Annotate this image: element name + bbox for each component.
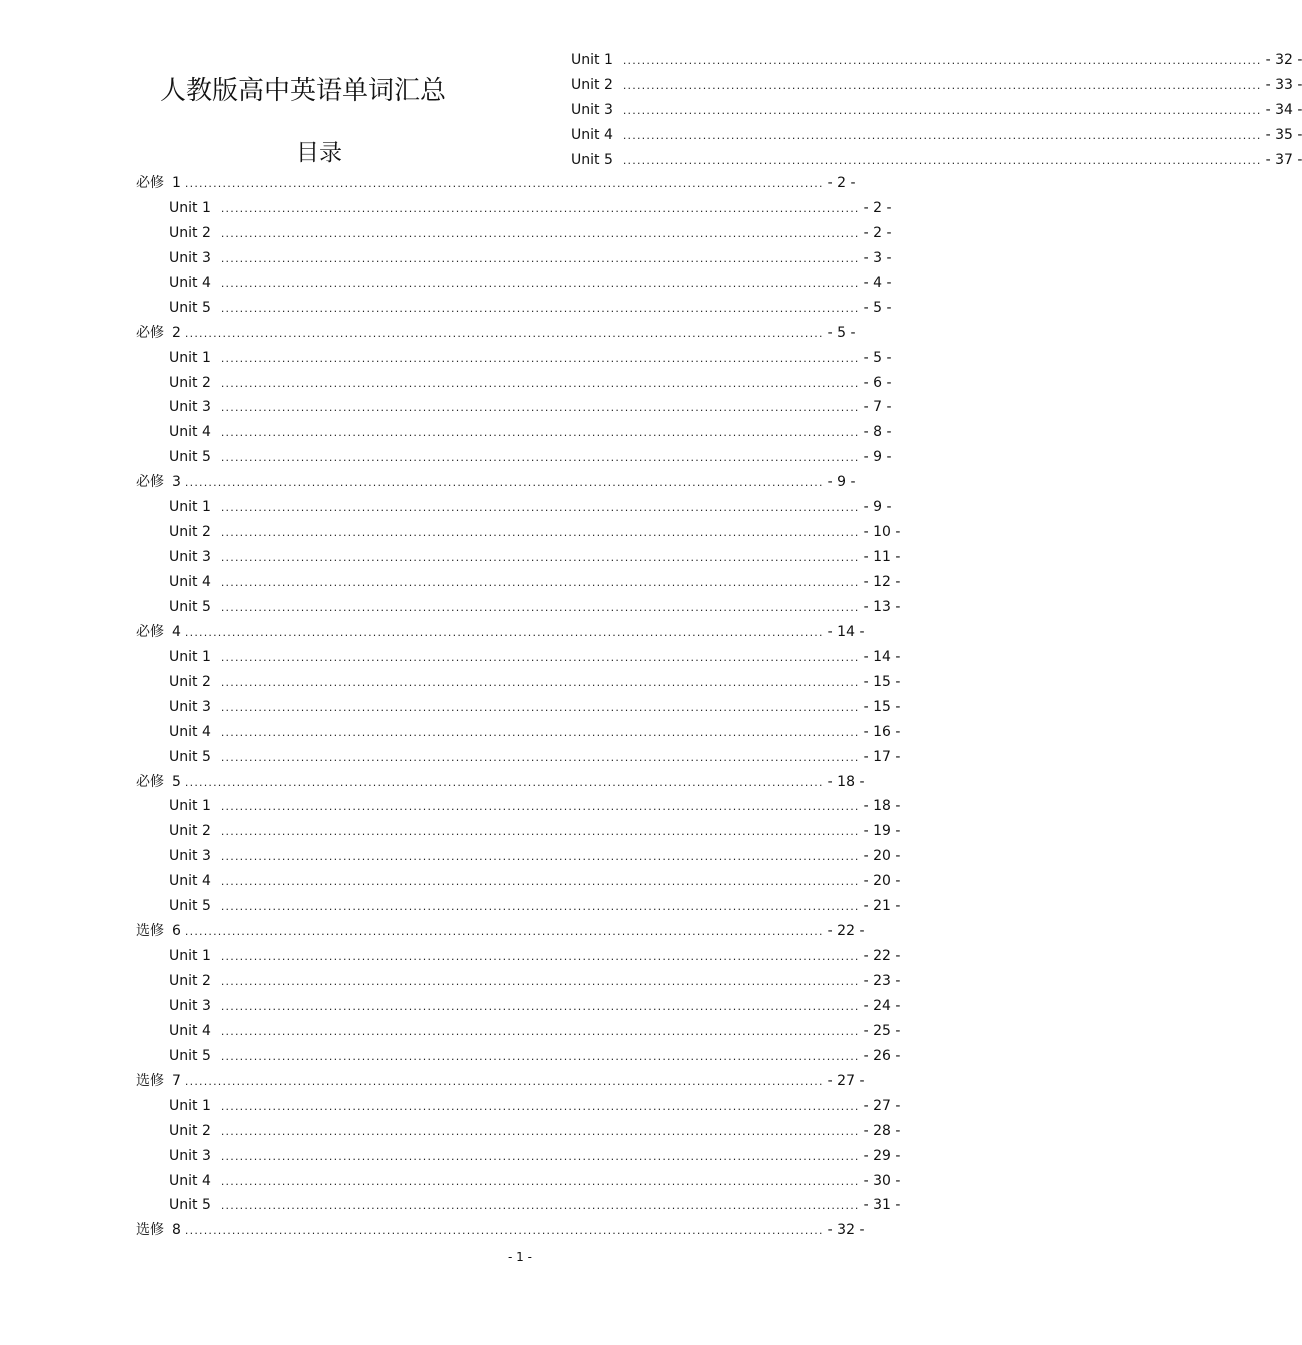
toc-entry-label-text: 选修 — [136, 923, 164, 940]
toc-book-entry[interactable] — [136, 1069, 865, 1094]
toc-entry-label — [169, 595, 211, 620]
toc-entry-page: - 21 - — [863, 898, 901, 915]
toc-unit-entry[interactable] — [136, 894, 901, 919]
toc-entry-page: - 9 - — [863, 449, 892, 466]
toc-leader-dots: ........................................................................................................................................ — [220, 251, 860, 265]
toc-unit-entry[interactable] — [136, 745, 901, 770]
toc-entry-label — [169, 944, 211, 969]
toc-entry-label — [169, 221, 211, 246]
toc-entry-page: - 34 - — [1265, 101, 1302, 118]
toc-entry-label-text: 必修 — [136, 175, 164, 191]
toc-entry-page: - 15 - — [863, 673, 901, 690]
toc-entry-page: - 27 - — [827, 1072, 865, 1089]
toc-leader-dots: ........................................................................................................................................ — [220, 1149, 860, 1163]
toc-entry-label-text: Unit 3 — [169, 698, 211, 715]
toc-unit-entry[interactable] — [136, 495, 892, 520]
toc-entry-label-text: Unit 3 — [571, 101, 613, 118]
toc-entry-book-number: 7 — [172, 1072, 181, 1089]
toc-leader-dots: ........................................................................................................................................ — [220, 576, 860, 589]
toc-unit-entry[interactable] — [136, 794, 901, 819]
toc-leader-dots: ........................................................................................................................................ — [220, 750, 860, 764]
toc-entry-label — [169, 420, 211, 445]
toc-entry-page: - 16 - — [863, 723, 901, 740]
toc-entry-label — [136, 1218, 181, 1243]
toc-unit-entry[interactable] — [136, 944, 901, 969]
toc-entry-page: - 14 - — [863, 648, 901, 665]
toc-entry-label-text: 选修 — [136, 1222, 164, 1239]
toc-leader-dots: ........................................................................................................................................ — [220, 401, 860, 415]
toc-entry-book-number: 5 — [172, 773, 181, 790]
toc-unit-entry[interactable] — [136, 520, 901, 545]
toc-entry-label — [169, 1119, 211, 1144]
toc-entry-label-text: Unit 1 — [571, 52, 613, 68]
toc-entry-label-text: Unit 4 — [169, 424, 211, 441]
toc-entry-page: - 3 - — [863, 249, 892, 266]
toc-entry-label — [571, 48, 613, 73]
toc-unit-entry[interactable] — [136, 645, 901, 670]
toc-leader-dots: ........................................................................................................................................ — [220, 975, 860, 988]
toc-entry-page: - 9 - — [863, 499, 892, 516]
toc-entry-page: - 13 - — [863, 598, 901, 615]
toc-entry-label-text: Unit 5 — [169, 898, 211, 915]
toc-entry-label — [169, 346, 211, 371]
toc-entry-page: - 19 - — [863, 823, 901, 840]
toc-entry-page: - 6 - — [863, 374, 892, 391]
toc-entry-label — [136, 171, 181, 196]
toc-entry-label — [571, 98, 613, 123]
toc-entry-label-text: 必修 — [136, 773, 164, 790]
toc-unit-entry[interactable] — [136, 1169, 901, 1194]
toc-leader-dots: ........................................................................................................................................ — [622, 78, 1262, 92]
toc-entry-label-text: Unit 3 — [169, 249, 211, 266]
toc-entry-page: - 20 - — [863, 848, 901, 865]
toc-book-entry[interactable] — [136, 620, 865, 645]
toc-entry-label-text: Unit 5 — [169, 598, 211, 615]
toc-entry-page: - 4 - — [863, 274, 892, 291]
toc-entry-label — [169, 1193, 211, 1218]
toc-unit-entry[interactable] — [136, 296, 892, 321]
toc-entry-label-text: 必修 — [136, 474, 164, 491]
toc-entry-label — [169, 570, 211, 595]
toc-entry-label-text: Unit 5 — [169, 449, 211, 466]
toc-entry-label — [169, 246, 211, 271]
toc-entry-label-text: Unit 2 — [169, 524, 211, 541]
toc-entry-page: - 5 - — [863, 349, 892, 366]
toc-entry-label — [136, 1069, 181, 1094]
toc-unit-entry[interactable] — [136, 819, 901, 844]
toc-unit-entry[interactable] — [136, 1044, 901, 1069]
toc-entry-label-text: Unit 1 — [169, 648, 211, 665]
toc-entry-page: - 35 - — [1265, 126, 1302, 143]
toc-leader-dots: ........................................................................................................................................ — [622, 153, 1262, 167]
toc-leader-dots: ........................................................................................................................................ — [220, 650, 860, 664]
toc-entry-page: - 5 - — [827, 324, 856, 341]
toc-unit-entry[interactable] — [136, 869, 901, 894]
toc-book-entry[interactable] — [136, 1218, 865, 1243]
toc-unit-entry[interactable] — [136, 994, 901, 1019]
toc-leader-dots: ........................................................................................................................................ — [220, 226, 860, 240]
toc-entry-page: - 2 - — [863, 224, 892, 241]
toc-entry-label-text: Unit 4 — [169, 574, 211, 590]
toc-leader-dots: ........................................................................................................................................ — [184, 925, 824, 939]
toc-entry-page: - 15 - — [863, 698, 901, 715]
toc-leader-dots: ........................................................................................................................................ — [220, 950, 860, 964]
toc-leader-dots: ........................................................................................................................................ — [622, 54, 1262, 67]
toc-unit-entry[interactable] — [136, 221, 892, 246]
toc-entry-label — [169, 371, 211, 396]
toc-entry-page: - 22 - — [863, 948, 901, 965]
toc-entry-page: - 23 - — [863, 973, 901, 989]
toc-entry-page: - 37 - — [1265, 151, 1302, 168]
toc-leader-dots: ........................................................................................................................................ — [220, 825, 860, 839]
toc-entry-page: - 31 - — [863, 1197, 901, 1214]
toc-entry-label — [571, 73, 613, 98]
toc-entry-label — [169, 894, 211, 919]
toc-entry-label — [169, 969, 211, 994]
toc-unit-entry[interactable] — [136, 346, 892, 371]
toc-book-entry[interactable] — [136, 171, 856, 196]
toc-entry-label-text: Unit 4 — [169, 274, 211, 291]
toc-leader-dots: ........................................................................................................................................ — [622, 103, 1262, 117]
toc-entry-label — [169, 520, 211, 545]
toc-leader-dots: ........................................................................................................................................ — [220, 1049, 860, 1063]
toc-leader-dots: ........................................................................................................................................ — [184, 775, 824, 789]
toc-entry-label-text: Unit 1 — [169, 199, 211, 216]
toc-leader-dots: ........................................................................................................................................ — [220, 675, 860, 689]
toc-unit-entry[interactable] — [571, 148, 1302, 173]
toc-unit-entry[interactable] — [136, 570, 901, 595]
toc-entry-page: - 7 - — [863, 399, 892, 416]
toc-entry-page: - 14 - — [827, 623, 865, 640]
toc-leader-dots: ........................................................................................................................................ — [184, 326, 824, 340]
toc-unit-entry[interactable] — [136, 1094, 901, 1119]
toc-unit-entry[interactable] — [136, 595, 901, 620]
toc-leader-dots: ........................................................................................................................................ — [220, 526, 860, 540]
toc-unit-entry[interactable] — [136, 246, 892, 271]
toc-entry-label — [169, 869, 211, 894]
toc-left-column — [136, 171, 901, 1243]
toc-entry-page: - 24 - — [863, 997, 901, 1014]
toc-right-column — [571, 48, 1302, 173]
toc-entry-page: - 17 - — [863, 748, 901, 765]
toc-entry-label — [169, 445, 211, 470]
toc-leader-dots: ........................................................................................................................................ — [220, 1099, 860, 1113]
toc-entry-page: - 30 - — [863, 1172, 901, 1189]
document-title: 人教版高中英语单词汇总 — [160, 76, 447, 106]
toc-entry-label — [169, 645, 211, 670]
toc-leader-dots: ........................................................................................................................................ — [184, 476, 824, 490]
toc-leader-dots: ........................................................................................................................................ — [184, 1224, 824, 1238]
toc-unit-entry[interactable] — [571, 48, 1302, 73]
toc-unit-entry[interactable] — [136, 969, 901, 994]
toc-entry-label-text: Unit 2 — [571, 76, 613, 93]
toc-entry-book-number: 2 — [172, 324, 181, 341]
toc-entry-page: - 8 - — [863, 424, 892, 441]
toc-entry-label-text: Unit 3 — [169, 1147, 211, 1164]
toc-entry-book-number: 1 — [172, 175, 181, 191]
toc-entry-label — [169, 720, 211, 745]
toc-entry-page: - 10 - — [863, 524, 901, 541]
toc-entry-label-text: Unit 4 — [571, 126, 613, 143]
toc-entry-page: - 20 - — [863, 873, 901, 890]
toc-entry-page: - 2 - — [863, 199, 892, 216]
toc-entry-label — [169, 495, 211, 520]
toc-leader-dots: ........................................................................................................................................ — [220, 725, 860, 739]
toc-entry-label-text: Unit 1 — [169, 499, 211, 516]
toc-entry-page: - 5 - — [863, 299, 892, 316]
toc-entry-label-text: Unit 5 — [169, 748, 211, 765]
toc-entry-label — [136, 620, 181, 645]
toc-entry-label — [136, 321, 181, 346]
toc-entry-label-text: Unit 1 — [169, 1097, 211, 1114]
toc-unit-entry[interactable] — [136, 196, 892, 221]
toc-leader-dots: ........................................................................................................................................ — [220, 900, 860, 914]
toc-entry-label-text: Unit 4 — [169, 723, 211, 740]
toc-leader-dots: ........................................................................................................................................ — [220, 426, 860, 440]
toc-entry-label-text: 必修 — [136, 623, 164, 640]
toc-entry-label-text: Unit 2 — [169, 823, 211, 840]
toc-entry-label — [169, 271, 211, 296]
toc-entry-book-number: 4 — [172, 623, 181, 640]
toc-entry-label — [169, 844, 211, 869]
toc-entry-label — [169, 1094, 211, 1119]
toc-leader-dots: ........................................................................................................................................ — [220, 1124, 860, 1138]
toc-entry-label — [169, 670, 211, 695]
toc-unit-entry[interactable] — [571, 98, 1302, 123]
toc-entry-label-text: 选修 — [136, 1072, 164, 1089]
toc-entry-label — [169, 1169, 211, 1194]
toc-entry-label — [169, 196, 211, 221]
toc-entry-label-text: 必修 — [136, 324, 164, 341]
toc-entry-book-number: 8 — [172, 1222, 181, 1239]
toc-entry-label — [169, 1044, 211, 1069]
toc-entry-label — [571, 123, 613, 148]
toc-entry-label-text: Unit 5 — [571, 151, 613, 168]
toc-entry-label-text: Unit 2 — [169, 1122, 211, 1139]
toc-leader-dots: ........................................................................................................................................ — [220, 551, 860, 565]
toc-entry-page: - 18 - — [863, 798, 901, 815]
toc-entry-label — [169, 819, 211, 844]
toc-leader-dots: ........................................................................................................................................ — [184, 1074, 824, 1088]
toc-leader-dots: ........................................................................................................................................ — [220, 301, 860, 315]
toc-leader-dots: ........................................................................................................................................ — [220, 1199, 860, 1213]
toc-leader-dots: ........................................................................................................................................ — [220, 875, 860, 889]
toc-entry-label-text: Unit 4 — [169, 873, 211, 890]
toc-leader-dots: ........................................................................................................................................ — [220, 501, 860, 515]
toc-entry-label — [571, 148, 613, 173]
toc-unit-entry[interactable] — [136, 720, 901, 745]
toc-leader-dots: ........................................................................................................................................ — [220, 600, 860, 614]
toc-unit-entry[interactable] — [136, 1144, 901, 1169]
toc-leader-dots: ........................................................................................................................................ — [184, 625, 824, 639]
toc-entry-label — [169, 1019, 211, 1044]
toc-entry-page: - 22 - — [827, 923, 865, 940]
toc-unit-entry[interactable] — [136, 395, 892, 420]
toc-entry-page: - 27 - — [863, 1097, 901, 1114]
toc-entry-label — [136, 770, 181, 795]
toc-book-entry[interactable] — [136, 919, 865, 944]
toc-unit-entry[interactable] — [136, 271, 892, 296]
toc-entry-label-text: Unit 3 — [169, 549, 211, 566]
toc-entry-label-text: Unit 3 — [169, 848, 211, 865]
toc-unit-entry[interactable] — [136, 445, 892, 470]
toc-unit-entry[interactable] — [136, 420, 892, 445]
toc-entry-label — [169, 545, 211, 570]
toc-leader-dots: ........................................................................................................................................ — [184, 177, 824, 190]
toc-unit-entry[interactable] — [136, 1019, 901, 1044]
toc-leader-dots: ........................................................................................................................................ — [220, 201, 860, 215]
toc-entry-label-text: Unit 1 — [169, 349, 211, 366]
toc-book-entry[interactable] — [136, 470, 856, 495]
toc-leader-dots: ........................................................................................................................................ — [220, 999, 860, 1013]
toc-entry-page: - 9 - — [827, 474, 856, 491]
toc-entry-page: - 28 - — [863, 1122, 901, 1139]
toc-book-entry[interactable] — [136, 321, 856, 346]
page-number: - 1 - — [508, 1250, 532, 1264]
toc-unit-entry[interactable] — [136, 695, 901, 720]
toc-leader-dots: ........................................................................................................................................ — [220, 1024, 860, 1038]
toc-entry-book-number: 6 — [172, 923, 181, 940]
toc-leader-dots: ........................................................................................................................................ — [622, 128, 1262, 142]
toc-entry-label — [169, 695, 211, 720]
toc-entry-page: - 25 - — [863, 1022, 901, 1039]
toc-entry-label-text: Unit 5 — [169, 1047, 211, 1064]
toc-unit-entry[interactable] — [136, 844, 901, 869]
toc-entry-label — [136, 919, 181, 944]
toc-leader-dots: ........................................................................................................................................ — [220, 700, 860, 714]
toc-book-entry[interactable] — [136, 770, 865, 795]
toc-entry-label-text: Unit 4 — [169, 1022, 211, 1039]
toc-entry-label-text: Unit 4 — [169, 1172, 211, 1189]
toc-entry-label-text: Unit 5 — [169, 299, 211, 316]
toc-unit-entry[interactable] — [136, 670, 901, 695]
toc-entry-label — [169, 794, 211, 819]
toc-entry-label — [169, 296, 211, 321]
toc-unit-entry[interactable] — [571, 73, 1302, 98]
toc-leader-dots: ........................................................................................................................................ — [220, 351, 860, 365]
toc-entry-page: - 12 - — [863, 574, 901, 590]
toc-entry-page: - 29 - — [863, 1147, 901, 1164]
toc-entry-label-text: Unit 3 — [169, 997, 211, 1014]
toc-entry-label-text: Unit 2 — [169, 224, 211, 241]
toc-entry-page: - 11 - — [863, 549, 901, 566]
toc-leader-dots: ........................................................................................................................................ — [220, 850, 860, 864]
toc-entry-page: - 26 - — [863, 1047, 901, 1064]
toc-unit-entry[interactable] — [136, 545, 901, 570]
toc-entry-label-text: Unit 5 — [169, 1197, 211, 1214]
toc-entry-page: - 32 - — [1265, 52, 1302, 68]
toc-entry-book-number: 3 — [172, 474, 181, 491]
toc-entry-page: - 2 - — [827, 175, 856, 191]
toc-leader-dots: ........................................................................................................................................ — [220, 1174, 860, 1188]
toc-entry-label — [136, 470, 181, 495]
toc-leader-dots: ........................................................................................................................................ — [220, 800, 860, 814]
toc-unit-entry[interactable] — [571, 123, 1302, 148]
toc-entry-label-text: Unit 1 — [169, 798, 211, 815]
toc-entry-label-text: Unit 3 — [169, 399, 211, 416]
toc-leader-dots: ........................................................................................................................................ — [220, 376, 860, 390]
toc-entry-label — [169, 994, 211, 1019]
toc-entry-page: - 18 - — [827, 773, 865, 790]
toc-unit-entry[interactable] — [136, 1193, 901, 1218]
toc-entry-label-text: Unit 2 — [169, 673, 211, 690]
toc-entry-label — [169, 745, 211, 770]
toc-entry-label-text: Unit 2 — [169, 374, 211, 391]
toc-entry-label — [169, 395, 211, 420]
toc-entry-label-text: Unit 1 — [169, 948, 211, 965]
toc-entry-page: - 32 - — [827, 1222, 865, 1239]
toc-entry-label-text: Unit 2 — [169, 973, 211, 989]
toc-heading: 目录 — [296, 140, 342, 166]
toc-unit-entry[interactable] — [136, 1119, 901, 1144]
toc-leader-dots: ........................................................................................................................................ — [220, 276, 860, 290]
toc-entry-page: - 33 - — [1265, 76, 1302, 93]
toc-entry-label — [169, 1144, 211, 1169]
toc-leader-dots: ........................................................................................................................................ — [220, 451, 860, 465]
toc-unit-entry[interactable] — [136, 371, 892, 396]
